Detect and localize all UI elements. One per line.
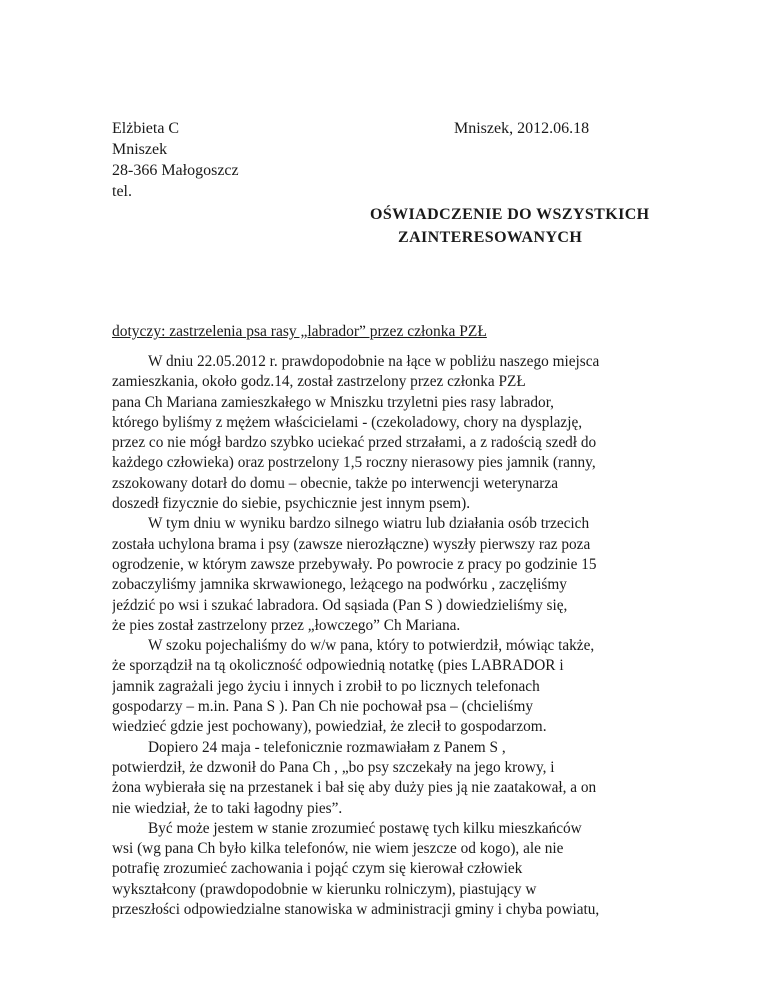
body-line: wiedzieć gdzie jest pochowany), powiedział, że zlecił to gospodarzom. bbox=[112, 718, 547, 736]
body-line: jamnik zagrażali jego życiu i innych i zrobił to po licznych telefonach bbox=[112, 677, 540, 695]
body-line: że pies został zastrzelony przez „łowczego” Ch Mariana. bbox=[112, 616, 461, 634]
statement-body bbox=[112, 352, 657, 920]
sender-address-block bbox=[112, 118, 239, 202]
body-line: przez co nie mógł bardzo szybko uciekać przed strzałami, a z radością szedł do bbox=[112, 434, 597, 452]
body-line: potrafię zrozumieć zachowania i pojąć czym się kierował człowiek bbox=[112, 860, 523, 878]
sender-city: Mniszek bbox=[112, 141, 168, 158]
body-line: pana Ch Mariana zamieszkałego w Mniszku trzyletni pies rasy labrador, bbox=[112, 393, 554, 411]
sender-postal-address: 28-366 Małogoszcz bbox=[112, 162, 239, 179]
body-line: zszokowany dotarł do domu – obecnie, także po interwencji weterynarza bbox=[112, 474, 558, 492]
body-line: W szoku pojechaliśmy do w/w pana, który to potwierdził, mówiąc także, bbox=[148, 637, 595, 655]
body-line: wykształcony (prawdopodobnie w kierunku rolniczym), piastujący w bbox=[112, 880, 537, 898]
title-line-2: ZAINTERESOWANYCH bbox=[398, 229, 583, 246]
body-line: doszedł fizycznie do siebie, psychicznie jest innym psem). bbox=[112, 495, 471, 513]
body-line: którego byliśmy z mężem właścicielami - (czekoladowy, chory na dysplazję, bbox=[112, 413, 583, 431]
body-line: została uchylona brama i psy (zawsze nierozłączne) wyszły pierwszy raz poza bbox=[112, 535, 591, 553]
body-line: wsi (wg pana Ch było kilka telefonów, nie wiem jeszcze od kogo), ale nie bbox=[112, 840, 564, 858]
body-line: zamieszkania, około godz.14, został zastrzelony przez członka PZŁ bbox=[112, 373, 526, 391]
body-line: nie wiedział, że to taki łagodny pies”. bbox=[112, 799, 343, 817]
body-line: ogrodzenie, w którym zawsze przebywały. Po powrocie z pracy po godzinie 15 bbox=[112, 555, 597, 573]
body-line: Dopiero 24 maja - telefonicznie rozmawiałam z Panem S , bbox=[148, 738, 506, 756]
body-line: W tym dniu w wyniku bardzo silnego wiatru lub działania osób trzecich bbox=[148, 515, 590, 533]
place-and-date: Mniszek, 2012.06.18 bbox=[454, 120, 590, 137]
body-line: gospodarzy – m.in. Pana S ). Pan Ch nie pochował psa – (chcieliśmy bbox=[112, 698, 534, 716]
body-line: Być może jestem w stanie zrozumieć postawę tych kilku mieszkańców bbox=[148, 819, 582, 837]
subject-line: dotyczy: zastrzelenia psa rasy „labrador” przez członka PZŁ bbox=[112, 323, 487, 340]
body-line: potwierdził, że dzwonił do Pana Ch , „bo psy szczekały na jego krowy, i bbox=[112, 758, 555, 776]
body-line: W dniu 22.05.2012 r. prawdopodobnie na łące w pobliżu naszego miejsca bbox=[148, 353, 600, 370]
body-line: że sporządził na tą okoliczność odpowiednią notatkę (pies LABRADOR i bbox=[112, 657, 564, 675]
title-line-1: OŚWIADCZENIE DO WSZYSTKICH bbox=[370, 206, 650, 223]
body-line: jeździć po wsi i szukać labradora. Od sąsiada (Pan S ) dowiedzieliśmy się, bbox=[112, 596, 568, 614]
body-line: przeszłości odpowiedzialne stanowiska w administracji gminy i chyba powiatu, bbox=[112, 901, 600, 919]
body-line: zobaczyliśmy jamnika skrwawionego, leżącego na podwórku , zaczęliśmy bbox=[112, 576, 567, 594]
body-line: żona wybierała się na przestanek i bał się aby duży pies ją nie zaatakował, a on bbox=[112, 779, 597, 797]
sender-name: Elżbieta C bbox=[112, 120, 180, 137]
body-line: każdego człowieka) oraz postrzelony 1,5 roczny nierasowy pies jamnik (ranny, bbox=[112, 454, 596, 472]
sender-phone: tel. bbox=[112, 183, 132, 200]
